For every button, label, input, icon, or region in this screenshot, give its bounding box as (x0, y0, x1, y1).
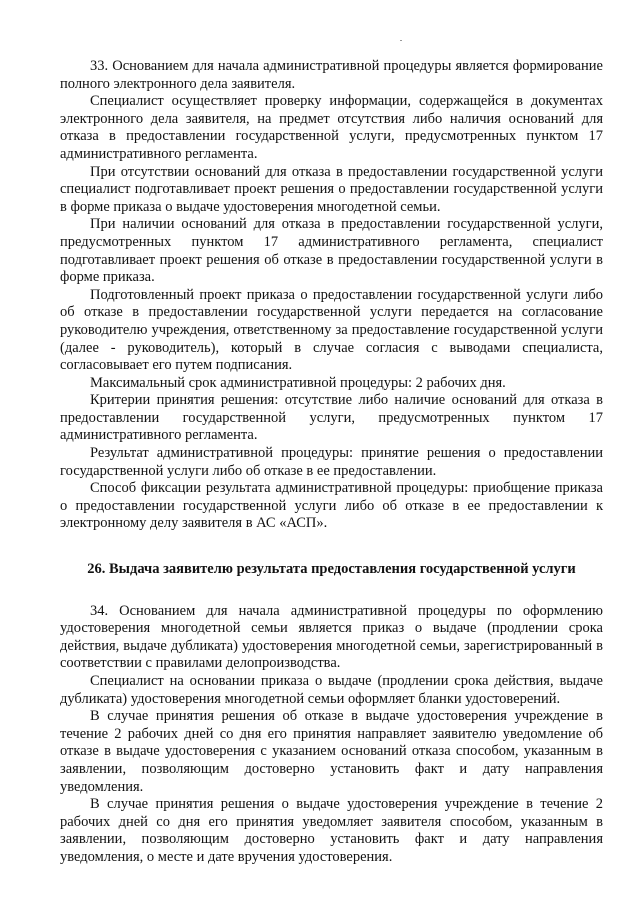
paragraph-34: 34. Основанием для начала административной процедуры по оформлению удостоверения многодетной семьи является приказ о выдаче (продлении срока действия, выдаче дубликата) удостоверения многодетной семьи, зарегистрированный в соответствии с правилами делопроизводства. (60, 602, 603, 672)
paragraph-refusal: В случае принятия решения об отказе в выдаче удостоверения учреждение в течение 2 рабочих дней со дня его принятия направляет заявителю уведомление об отказе в выдаче удостоверения с указанием оснований отказа способом, указанным в заявлении, позволяющим достоверно установить факт и дату направления уведомления. (60, 708, 603, 795)
paragraph-check-info: Специалист осуществляет проверку информации, содержащейся в документах электронного дела заявителя, на предмет отсутствия либо наличия оснований для отказа в предоставлении государственной услуги, предусмотренных пунктом 17 административного регламента. (60, 93, 603, 162)
scan-mark (400, 40, 402, 41)
paragraph-result: Результат административной процедуры: принятие решения о предоставлении государственной услуги либо об отказе в ее предоставлении. (60, 445, 603, 479)
paragraph-max-term: Максимальный срок административной процедуры: 2 рабочих дня. (90, 374, 506, 391)
paragraph-criteria: Критерии принятия решения: отсутствие либо наличие оснований для отказа в предоставлении государственной услуги, предусмотренных пунктом 17 административного регламента. (60, 392, 603, 444)
paragraph-approval: Подготовленный проект приказа о предоставлении государственной услуги либо об отказе в предоставлении государственной услуги передается на согласование руководителю учреждения, ответственному за предоставление государственной услуги (далее - руководитель), который в случае согласия с выводами специалиста, согласовывает его путем подписания. (60, 286, 603, 374)
paragraph-forms: Специалист на основании приказа о выдаче (продлении срока действия, выдаче дубликата) удостоверения многодетной семьи оформляет бланки удостоверений. (60, 673, 603, 707)
paragraph-grounds: При наличии оснований для отказа в предоставлении государственной услуги, предусмотренных пунктом 17 административного регламента, специалист подготавливает проект решения об отказе в предоставлении государственной услуги в форме приказа. (60, 216, 603, 286)
paragraph-issuance: В случае принятия решения о выдаче удостоверения учреждение в течение 2 рабочих дней со дня его принятия уведомляет заявителя способом, указанным в заявлении, позволяющим достоверно установить факт и дату направления уведомления, о месте и дате вручения удостоверения. (60, 796, 603, 865)
document-page (60, 58, 603, 867)
paragraph-33: 33. Основанием для начала административной процедуры является формирование полного электронного дела заявителя. (60, 58, 603, 92)
paragraph-fixation: Способ фиксации результата административной процедуры: приобщение приказа о предоставлении государственной услуги либо об отказе в ее предоставлении к электронному делу заявителя в АС «АСП». (60, 480, 603, 532)
paragraph-no-grounds: При отсутствии оснований для отказа в предоставлении государственной услуги специалист подготавливает проект решения о предоставлении государственной услуги в форме приказа о выдаче удостоверения многодетной семьи. (60, 163, 603, 215)
section-heading-26: 26. Выдача заявителю результата предоставления государственной услуги (87, 561, 576, 578)
